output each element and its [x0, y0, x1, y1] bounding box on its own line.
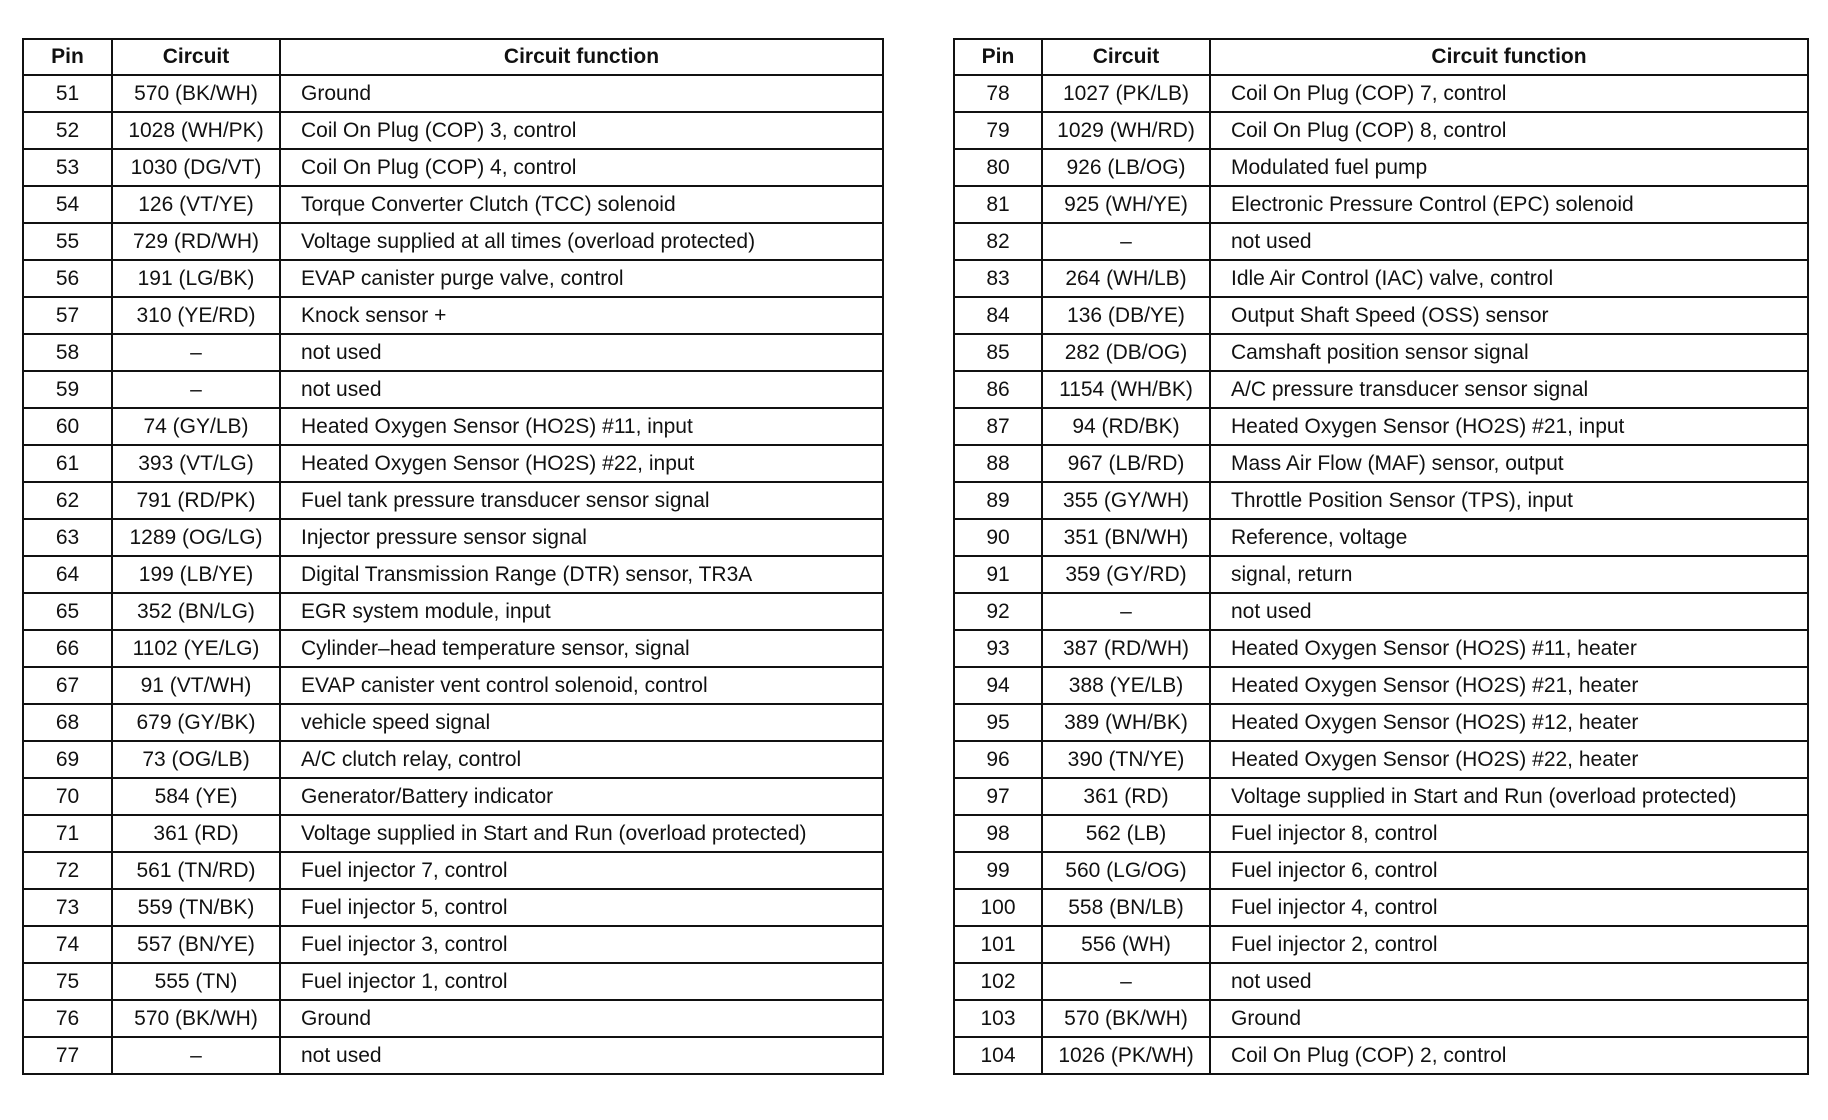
circuit-cell: 1289 (OG/LG): [112, 519, 280, 556]
table-row: [23, 186, 883, 223]
pin-cell: 90: [954, 519, 1042, 556]
function-cell: Ground: [280, 75, 883, 112]
pin-cell: 55: [23, 223, 112, 260]
function-cell: not used: [280, 334, 883, 371]
function-cell: Fuel injector 6, control: [1210, 852, 1808, 889]
circuit-cell: 791 (RD/PK): [112, 482, 280, 519]
circuit-cell: 729 (RD/WH): [112, 223, 280, 260]
table-row: [954, 1000, 1808, 1037]
table-row: [23, 593, 883, 630]
pin-cell: 79: [954, 112, 1042, 149]
pin-table-right: [953, 38, 1809, 1075]
function-cell: Idle Air Control (IAC) valve, control: [1210, 260, 1808, 297]
pin-cell: 59: [23, 371, 112, 408]
circuit-cell: –: [1042, 593, 1210, 630]
pin-cell: 104: [954, 1037, 1042, 1074]
function-cell: Coil On Plug (COP) 7, control: [1210, 75, 1808, 112]
table-row: [23, 1037, 883, 1074]
circuit-cell: –: [112, 371, 280, 408]
table-row: [954, 1037, 1808, 1074]
table-row: [23, 667, 883, 704]
circuit-cell: 560 (LG/OG): [1042, 852, 1210, 889]
table-row: [954, 741, 1808, 778]
circuit-cell: 282 (DB/OG): [1042, 334, 1210, 371]
pin-cell: 87: [954, 408, 1042, 445]
pin-cell: 75: [23, 963, 112, 1000]
pin-cell: 82: [954, 223, 1042, 260]
circuit-cell: 393 (VT/LG): [112, 445, 280, 482]
table-row: [954, 556, 1808, 593]
function-cell: Voltage supplied at all times (overload protected): [280, 223, 883, 260]
circuit-cell: 1029 (WH/RD): [1042, 112, 1210, 149]
table-row: [954, 704, 1808, 741]
function-column-header: Circuit function: [1210, 39, 1808, 75]
circuit-cell: 73 (OG/LB): [112, 741, 280, 778]
table-row: [23, 482, 883, 519]
table-row: [23, 408, 883, 445]
function-cell: Fuel injector 8, control: [1210, 815, 1808, 852]
function-cell: Heated Oxygen Sensor (HO2S) #21, heater: [1210, 667, 1808, 704]
circuit-cell: 1030 (DG/VT): [112, 149, 280, 186]
function-cell: Electronic Pressure Control (EPC) solenoid: [1210, 186, 1808, 223]
circuit-cell: –: [1042, 223, 1210, 260]
function-cell: signal, return: [1210, 556, 1808, 593]
circuit-cell: 926 (LB/OG): [1042, 149, 1210, 186]
function-cell: Generator/Battery indicator: [280, 778, 883, 815]
pin-cell: 96: [954, 741, 1042, 778]
pin-cell: 99: [954, 852, 1042, 889]
table-row: [23, 963, 883, 1000]
table-row: [954, 371, 1808, 408]
table-row: [23, 297, 883, 334]
circuit-cell: 555 (TN): [112, 963, 280, 1000]
pin-cell: 95: [954, 704, 1042, 741]
circuit-cell: 561 (TN/RD): [112, 852, 280, 889]
circuit-cell: 94 (RD/BK): [1042, 408, 1210, 445]
function-cell: Fuel injector 4, control: [1210, 889, 1808, 926]
circuit-cell: 1026 (PK/WH): [1042, 1037, 1210, 1074]
circuit-cell: 584 (YE): [112, 778, 280, 815]
circuit-cell: 570 (BK/WH): [1042, 1000, 1210, 1037]
function-cell: Fuel injector 7, control: [280, 852, 883, 889]
pin-cell: 88: [954, 445, 1042, 482]
pin-column-header: Pin: [23, 39, 112, 75]
circuit-cell: 351 (BN/WH): [1042, 519, 1210, 556]
pin-cell: 51: [23, 75, 112, 112]
table-row: [23, 75, 883, 112]
function-cell: Reference, voltage: [1210, 519, 1808, 556]
circuit-cell: 390 (TN/YE): [1042, 741, 1210, 778]
table-row: [954, 963, 1808, 1000]
circuit-cell: 1028 (WH/PK): [112, 112, 280, 149]
function-cell: Modulated fuel pump: [1210, 149, 1808, 186]
circuit-cell: –: [112, 334, 280, 371]
table-row: [954, 667, 1808, 704]
table-row: [954, 334, 1808, 371]
function-cell: Cylinder–head temperature sensor, signal: [280, 630, 883, 667]
circuit-cell: 388 (YE/LB): [1042, 667, 1210, 704]
circuit-cell: 355 (GY/WH): [1042, 482, 1210, 519]
function-cell: Heated Oxygen Sensor (HO2S) #22, heater: [1210, 741, 1808, 778]
table-row: [954, 149, 1808, 186]
pin-cell: 71: [23, 815, 112, 852]
function-cell: Fuel injector 3, control: [280, 926, 883, 963]
circuit-cell: 136 (DB/YE): [1042, 297, 1210, 334]
circuit-cell: 557 (BN/YE): [112, 926, 280, 963]
pin-cell: 69: [23, 741, 112, 778]
function-cell: Knock sensor +: [280, 297, 883, 334]
table-row: [23, 704, 883, 741]
function-cell: not used: [1210, 223, 1808, 260]
circuit-cell: 91 (VT/WH): [112, 667, 280, 704]
pin-cell: 103: [954, 1000, 1042, 1037]
table-row: [954, 778, 1808, 815]
table-row: [954, 260, 1808, 297]
table-row: [23, 556, 883, 593]
circuit-cell: 1102 (YE/LG): [112, 630, 280, 667]
table-row: [23, 371, 883, 408]
table-row: [23, 334, 883, 371]
circuit-cell: 126 (VT/YE): [112, 186, 280, 223]
pin-cell: 62: [23, 482, 112, 519]
table-row: [954, 223, 1808, 260]
circuit-cell: –: [112, 1037, 280, 1074]
pin-cell: 74: [23, 926, 112, 963]
table-row: [23, 889, 883, 926]
table-row: [23, 445, 883, 482]
pin-cell: 53: [23, 149, 112, 186]
pin-cell: 73: [23, 889, 112, 926]
function-cell: Heated Oxygen Sensor (HO2S) #22, input: [280, 445, 883, 482]
table-row: [23, 519, 883, 556]
circuit-cell: 570 (BK/WH): [112, 75, 280, 112]
table-row: [954, 593, 1808, 630]
circuit-cell: 361 (RD): [112, 815, 280, 852]
circuit-cell: 570 (BK/WH): [112, 1000, 280, 1037]
pin-cell: 102: [954, 963, 1042, 1000]
header-row: [23, 39, 883, 75]
function-cell: Fuel tank pressure transducer sensor signal: [280, 482, 883, 519]
function-cell: EGR system module, input: [280, 593, 883, 630]
circuit-cell: 359 (GY/RD): [1042, 556, 1210, 593]
pin-cell: 97: [954, 778, 1042, 815]
function-cell: Coil On Plug (COP) 4, control: [280, 149, 883, 186]
pin-cell: 66: [23, 630, 112, 667]
circuit-cell: 310 (YE/RD): [112, 297, 280, 334]
function-cell: Mass Air Flow (MAF) sensor, output: [1210, 445, 1808, 482]
pin-cell: 81: [954, 186, 1042, 223]
circuit-cell: 264 (WH/LB): [1042, 260, 1210, 297]
table-row: [954, 519, 1808, 556]
table-row: [23, 741, 883, 778]
function-cell: Voltage supplied in Start and Run (overload protected): [280, 815, 883, 852]
function-cell: Coil On Plug (COP) 8, control: [1210, 112, 1808, 149]
circuit-cell: 562 (LB): [1042, 815, 1210, 852]
function-cell: Camshaft position sensor signal: [1210, 334, 1808, 371]
pin-cell: 65: [23, 593, 112, 630]
function-cell: Injector pressure sensor signal: [280, 519, 883, 556]
table-row: [954, 186, 1808, 223]
circuit-cell: 387 (RD/WH): [1042, 630, 1210, 667]
function-cell: Heated Oxygen Sensor (HO2S) #11, heater: [1210, 630, 1808, 667]
table-row: [23, 223, 883, 260]
pin-cell: 72: [23, 852, 112, 889]
table-row: [23, 149, 883, 186]
pin-cell: 78: [954, 75, 1042, 112]
function-cell: Fuel injector 2, control: [1210, 926, 1808, 963]
table-row: [23, 852, 883, 889]
circuit-cell: 361 (RD): [1042, 778, 1210, 815]
circuit-cell: 352 (BN/LG): [112, 593, 280, 630]
pin-cell: 76: [23, 1000, 112, 1037]
table-row: [23, 778, 883, 815]
function-cell: EVAP canister purge valve, control: [280, 260, 883, 297]
pin-cell: 57: [23, 297, 112, 334]
circuit-cell: 559 (TN/BK): [112, 889, 280, 926]
table-row: [954, 445, 1808, 482]
pin-cell: 101: [954, 926, 1042, 963]
pin-cell: 63: [23, 519, 112, 556]
pin-cell: 64: [23, 556, 112, 593]
table-row: [954, 926, 1808, 963]
pin-cell: 91: [954, 556, 1042, 593]
circuit-cell: 74 (GY/LB): [112, 408, 280, 445]
table-row: [954, 75, 1808, 112]
function-cell: Coil On Plug (COP) 2, control: [1210, 1037, 1808, 1074]
pin-cell: 61: [23, 445, 112, 482]
circuit-cell: 199 (LB/YE): [112, 556, 280, 593]
pin-cell: 83: [954, 260, 1042, 297]
pin-cell: 100: [954, 889, 1042, 926]
function-cell: Heated Oxygen Sensor (HO2S) #11, input: [280, 408, 883, 445]
circuit-column-header: Circuit: [112, 39, 280, 75]
pin-cell: 98: [954, 815, 1042, 852]
circuit-cell: 925 (WH/YE): [1042, 186, 1210, 223]
pin-cell: 84: [954, 297, 1042, 334]
table-row: [954, 482, 1808, 519]
function-cell: Ground: [1210, 1000, 1808, 1037]
table-row: [23, 630, 883, 667]
pin-cell: 80: [954, 149, 1042, 186]
table-row: [954, 408, 1808, 445]
pin-cell: 67: [23, 667, 112, 704]
function-cell: Coil On Plug (COP) 3, control: [280, 112, 883, 149]
table-row: [954, 630, 1808, 667]
pin-table-left: [22, 38, 884, 1075]
function-cell: not used: [280, 371, 883, 408]
function-cell: not used: [1210, 963, 1808, 1000]
pin-cell: 93: [954, 630, 1042, 667]
table-row: [954, 297, 1808, 334]
pin-cell: 85: [954, 334, 1042, 371]
function-cell: Throttle Position Sensor (TPS), input: [1210, 482, 1808, 519]
function-cell: Fuel injector 5, control: [280, 889, 883, 926]
circuit-column-header: Circuit: [1042, 39, 1210, 75]
table-row: [23, 260, 883, 297]
function-cell: A/C clutch relay, control: [280, 741, 883, 778]
function-cell: A/C pressure transducer sensor signal: [1210, 371, 1808, 408]
pin-cell: 89: [954, 482, 1042, 519]
circuit-cell: 679 (GY/BK): [112, 704, 280, 741]
header-row: [954, 39, 1808, 75]
pin-cell: 92: [954, 593, 1042, 630]
function-cell: not used: [1210, 593, 1808, 630]
pin-cell: 94: [954, 667, 1042, 704]
circuit-cell: –: [1042, 963, 1210, 1000]
function-cell: Output Shaft Speed (OSS) sensor: [1210, 297, 1808, 334]
pin-cell: 68: [23, 704, 112, 741]
function-cell: Heated Oxygen Sensor (HO2S) #21, input: [1210, 408, 1808, 445]
circuit-cell: 389 (WH/BK): [1042, 704, 1210, 741]
pin-cell: 70: [23, 778, 112, 815]
table-row: [954, 815, 1808, 852]
function-cell: vehicle speed signal: [280, 704, 883, 741]
table-row: [23, 1000, 883, 1037]
function-cell: Torque Converter Clutch (TCC) solenoid: [280, 186, 883, 223]
circuit-cell: 967 (LB/RD): [1042, 445, 1210, 482]
table-row: [954, 889, 1808, 926]
circuit-cell: 191 (LG/BK): [112, 260, 280, 297]
function-cell: EVAP canister vent control solenoid, control: [280, 667, 883, 704]
table-row: [23, 815, 883, 852]
function-column-header: Circuit function: [280, 39, 883, 75]
table-row: [954, 852, 1808, 889]
function-cell: Fuel injector 1, control: [280, 963, 883, 1000]
function-cell: not used: [280, 1037, 883, 1074]
circuit-cell: 1154 (WH/BK): [1042, 371, 1210, 408]
table-row: [954, 112, 1808, 149]
pin-cell: 56: [23, 260, 112, 297]
pin-cell: 60: [23, 408, 112, 445]
pin-cell: 86: [954, 371, 1042, 408]
function-cell: Ground: [280, 1000, 883, 1037]
function-cell: Digital Transmission Range (DTR) sensor, TR3A: [280, 556, 883, 593]
pin-column-header: Pin: [954, 39, 1042, 75]
pin-cell: 54: [23, 186, 112, 223]
pin-cell: 77: [23, 1037, 112, 1074]
function-cell: Heated Oxygen Sensor (HO2S) #12, heater: [1210, 704, 1808, 741]
function-cell: Voltage supplied in Start and Run (overload protected): [1210, 778, 1808, 815]
circuit-cell: 1027 (PK/LB): [1042, 75, 1210, 112]
pin-cell: 58: [23, 334, 112, 371]
table-row: [23, 926, 883, 963]
circuit-cell: 558 (BN/LB): [1042, 889, 1210, 926]
pin-cell: 52: [23, 112, 112, 149]
table-row: [23, 112, 883, 149]
circuit-cell: 556 (WH): [1042, 926, 1210, 963]
